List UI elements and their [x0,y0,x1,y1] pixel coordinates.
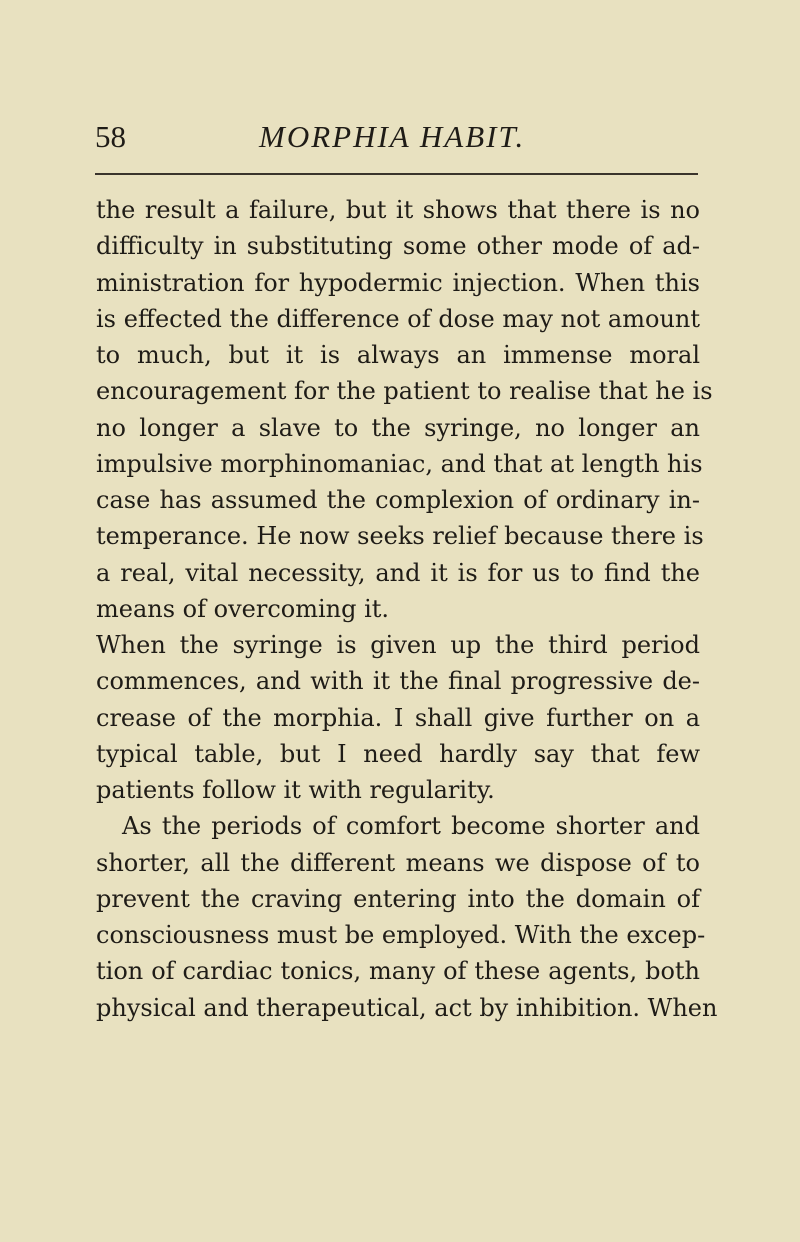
text-line: tion of cardiac tonics, many of these agents, both [96,957,700,986]
text-line: impulsive morphinomaniac, and that at length his [96,449,703,478]
text-line: to much, but it is always an immense moral [96,341,700,369]
text-line: means of overcoming it. [96,594,390,623]
text-line: physical and therapeutical, act by inhibition. When [96,993,718,1022]
header-rule [95,173,698,175]
body-text [96,192,718,1026]
text-line: encouragement for the patient to realise that he is [96,377,713,406]
text-line: the result a failure, but it shows that there is no [96,196,700,224]
page-number: 58 [95,119,126,154]
page-header [95,118,700,158]
text-line: temperance. He now seeks relief because there is [96,522,704,551]
text-line: no longer a slave to the syringe, no longer an [96,413,700,442]
text-line: ministration for hypodermic injection. When this [96,268,700,297]
text-line: As the periods of comfort become shorter and [122,812,700,841]
text-line: When the syringe is given up the third period [96,631,700,659]
text-line: typical table, but I need hardly say that few [96,739,700,768]
text-line: is effected the difference of dose may not amount [96,304,700,333]
text-line: commences, and with it the final progressive de- [96,667,700,696]
text-line: consciousness must be employed. With the excep- [96,921,706,949]
text-line: shorter, all the different means we dispose of to [96,848,700,877]
text-line: prevent the craving entering into the domain of [96,884,700,913]
text-line: crease of the morphia. I shall give further on a [96,703,700,732]
running-title: MORPHIA HABIT. [259,119,526,154]
text-line: a real, vital necessity, and it is for us to find the [96,558,700,587]
text-line: case has assumed the complexion of ordinary in- [96,486,700,514]
text-line: difficulty in substituting some other mode of ad- [96,232,700,261]
text-line: patients follow it with regularity. [96,776,495,804]
